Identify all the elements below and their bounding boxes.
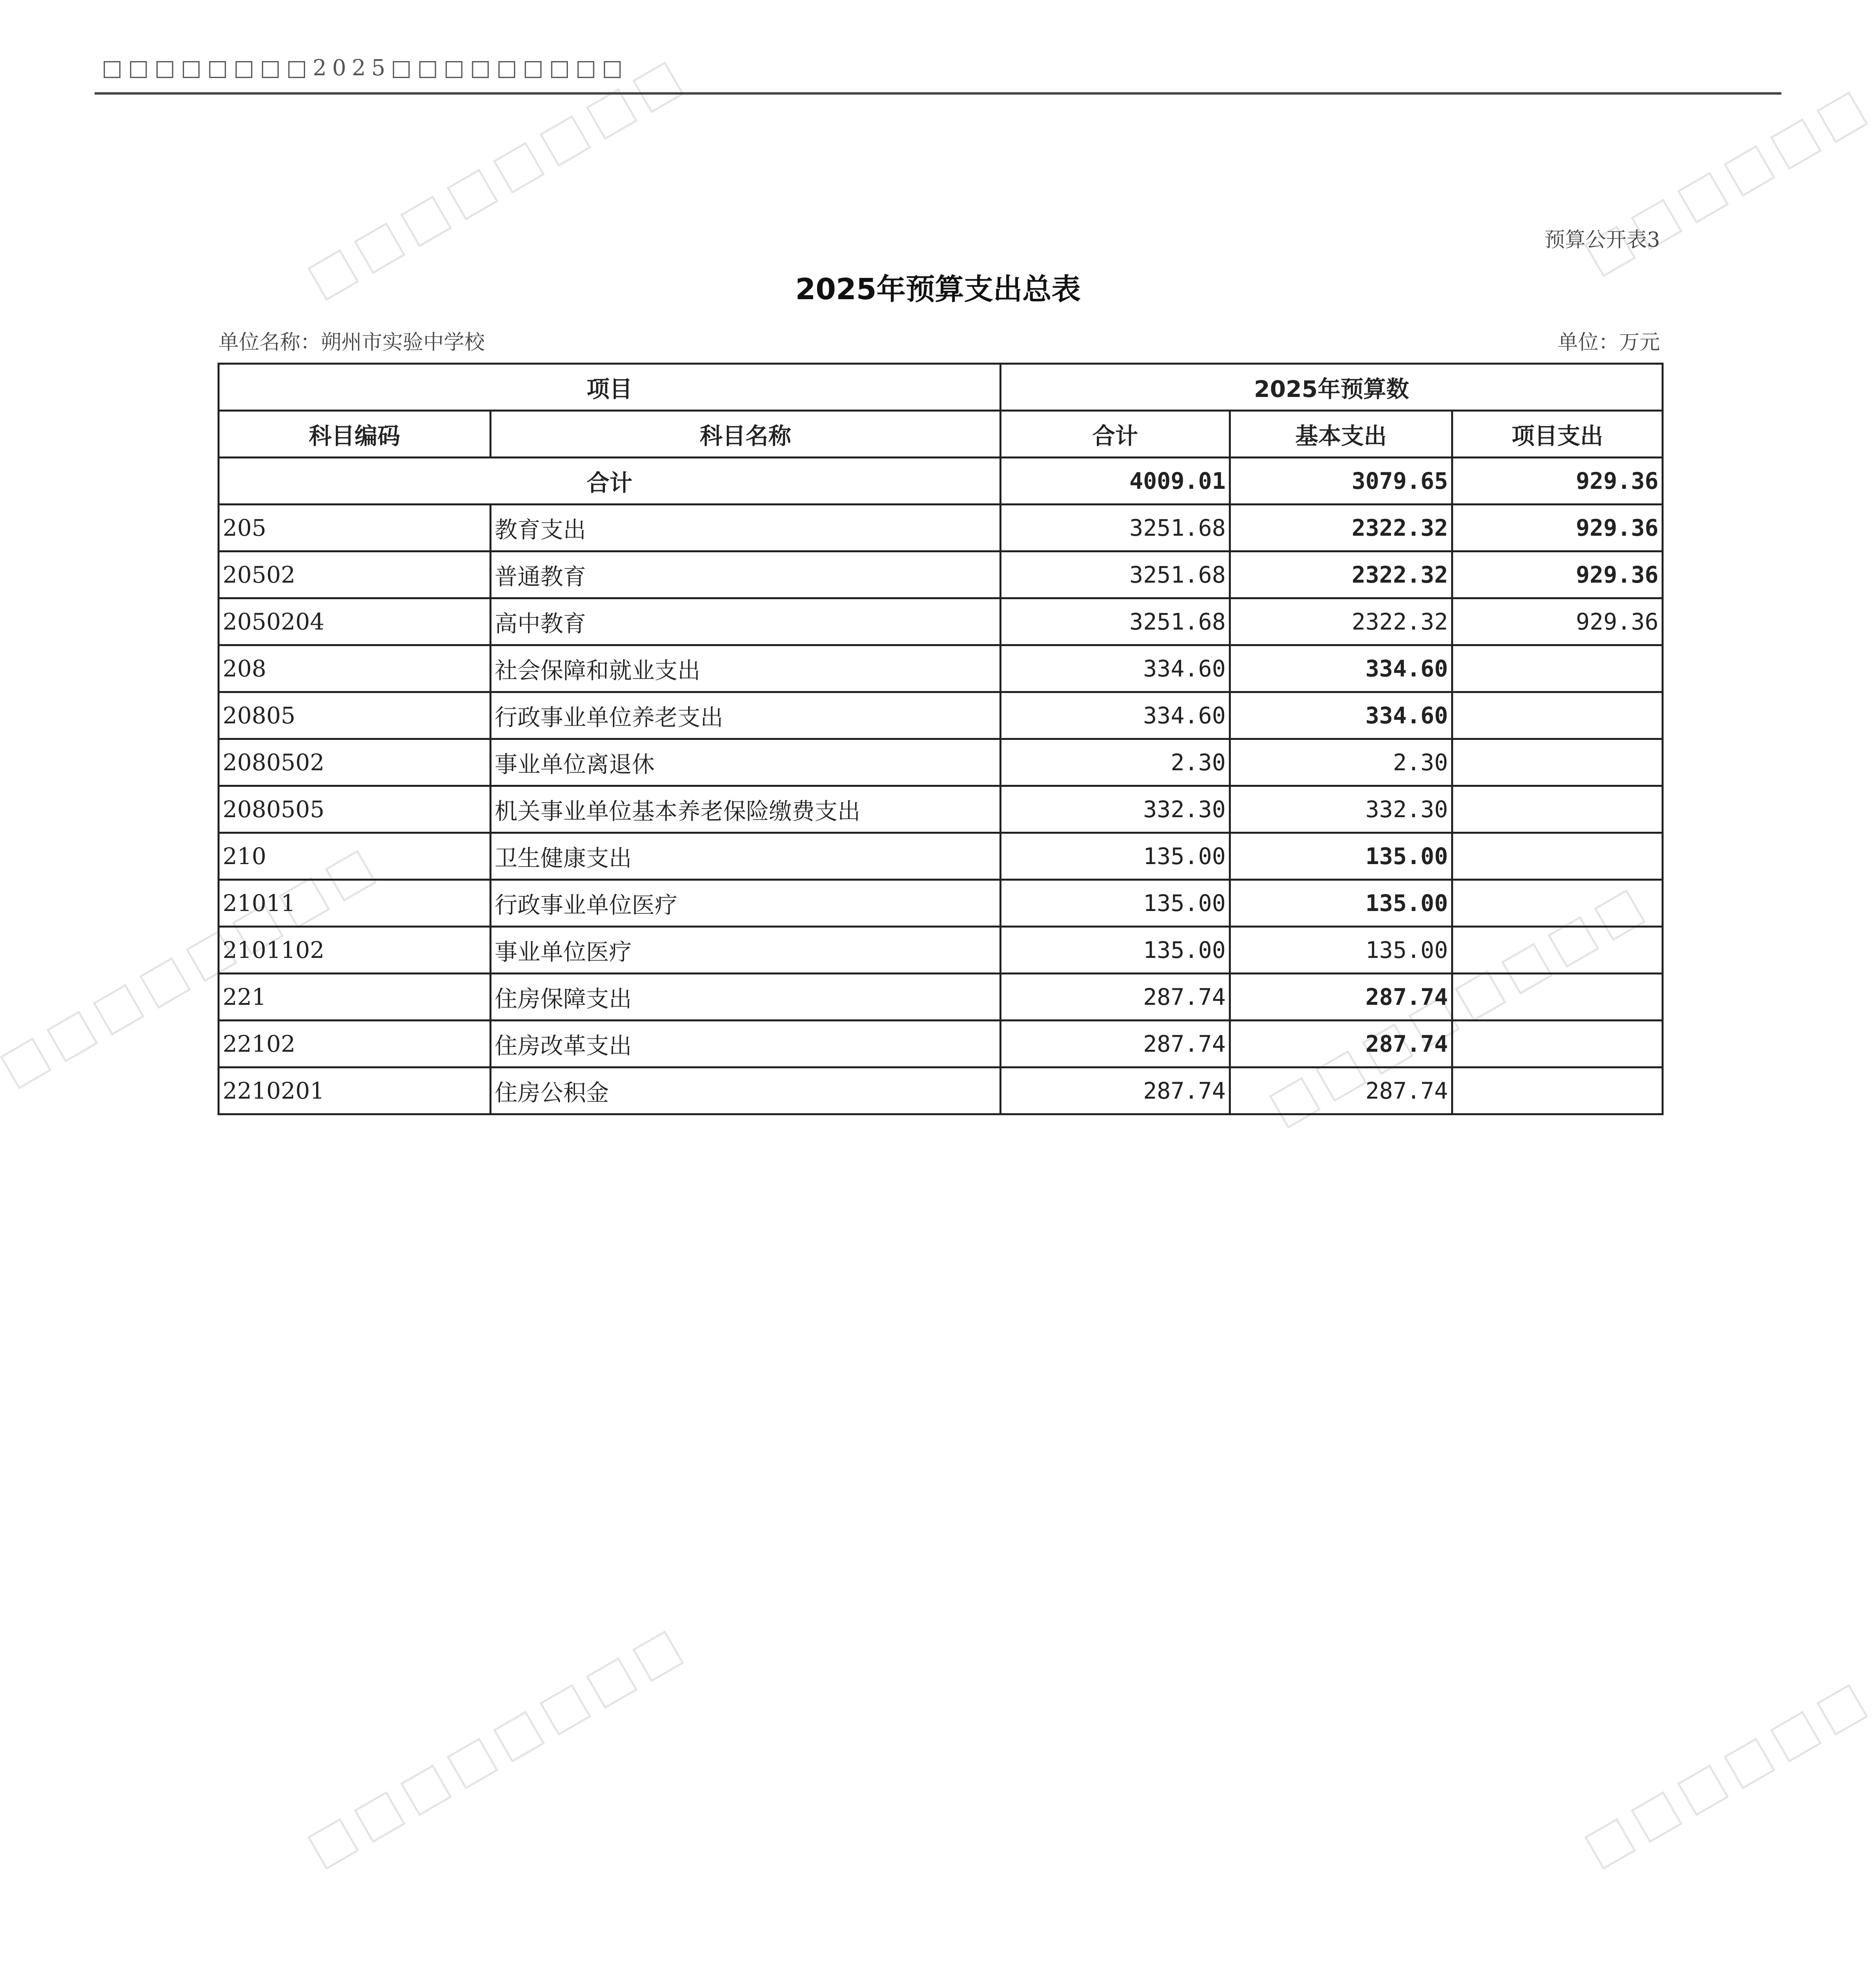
- total-cell: 332.30: [1001, 786, 1230, 833]
- project-cell: [1452, 692, 1663, 739]
- code-cell: 205: [219, 505, 491, 551]
- unit-name: 单位名称：朔州市实验中学校: [218, 331, 485, 354]
- total-row: [219, 458, 1663, 505]
- code-cell: 20502: [219, 551, 491, 598]
- unit-label: 单位：万元: [1557, 331, 1660, 354]
- code-cell: 210: [219, 833, 491, 880]
- name-cell: 普通教育: [491, 551, 1001, 598]
- basic-cell: 334.60: [1230, 645, 1452, 692]
- name-cell: 机关事业单位基本养老保险缴费支出: [491, 786, 1001, 833]
- basic-cell: 287.74: [1230, 1067, 1452, 1114]
- project-cell: [1452, 645, 1663, 692]
- table-row: [219, 739, 1663, 786]
- total-cell: 4009.01: [1001, 458, 1230, 505]
- code-cell: 2080505: [219, 786, 491, 833]
- total-cell: 287.74: [1001, 1067, 1230, 1114]
- basic-cell: 135.00: [1230, 833, 1452, 880]
- project-cell: [1452, 1021, 1663, 1067]
- code-cell: 2080502: [219, 739, 491, 786]
- project-cell: 929.36: [1452, 598, 1663, 645]
- table-row: [219, 786, 1663, 833]
- basic-cell: 332.30: [1230, 786, 1452, 833]
- name-cell: 社会保障和就业支出: [491, 645, 1001, 692]
- budget-table: [218, 363, 1664, 1115]
- code-cell: 20805: [219, 692, 491, 739]
- name-cell: 行政事业单位医疗: [491, 880, 1001, 927]
- total-cell: 287.74: [1001, 1021, 1230, 1067]
- code-cell: 2210201: [219, 1067, 491, 1114]
- code-cell: 208: [219, 645, 491, 692]
- running-header: □□□□□□□□2025□□□□□□□□□: [102, 55, 628, 81]
- total-cell: 3251.68: [1001, 598, 1230, 645]
- total-cell: 334.60: [1001, 645, 1230, 692]
- header-row-group: [219, 364, 1663, 411]
- table-row: [219, 505, 1663, 551]
- project-cell: [1452, 786, 1663, 833]
- name-cell: 教育支出: [491, 505, 1001, 551]
- header-budget-group: 2025年预算数: [1001, 364, 1663, 411]
- header-basic: 基本支出: [1230, 411, 1452, 458]
- basic-cell: 2322.32: [1230, 551, 1452, 598]
- name-cell: 事业单位离退休: [491, 739, 1001, 786]
- header-name: 科目名称: [491, 411, 1001, 458]
- basic-cell: 2322.32: [1230, 598, 1452, 645]
- total-cell: 135.00: [1001, 880, 1230, 927]
- basic-cell: 135.00: [1230, 927, 1452, 974]
- total-label: 合计: [219, 458, 1001, 505]
- total-cell: 3251.68: [1001, 551, 1230, 598]
- total-cell: 287.74: [1001, 974, 1230, 1021]
- table-number: 预算公开表3: [1544, 228, 1660, 252]
- header-divider: [95, 92, 1781, 95]
- table-row: [219, 551, 1663, 598]
- watermark: [307, 61, 684, 301]
- table-row: [219, 692, 1663, 739]
- total-cell: 135.00: [1001, 927, 1230, 974]
- table-row: [219, 645, 1663, 692]
- basic-cell: 334.60: [1230, 692, 1452, 739]
- header-item-group: 项目: [219, 364, 1001, 411]
- name-cell: 行政事业单位养老支出: [491, 692, 1001, 739]
- page-title: 2025年预算支出总表: [795, 272, 1081, 306]
- code-cell: 2101102: [219, 927, 491, 974]
- table-row: [219, 927, 1663, 974]
- code-cell: 221: [219, 974, 491, 1021]
- total-cell: 334.60: [1001, 692, 1230, 739]
- code-cell: 22102: [219, 1021, 491, 1067]
- name-cell: 卫生健康支出: [491, 833, 1001, 880]
- project-cell: [1452, 927, 1663, 974]
- header-total: 合计: [1001, 411, 1230, 458]
- project-cell: 929.36: [1452, 551, 1663, 598]
- project-cell: [1452, 880, 1663, 927]
- table-row: [219, 974, 1663, 1021]
- basic-cell: 2322.32: [1230, 505, 1452, 551]
- name-cell: 住房保障支出: [491, 974, 1001, 1021]
- name-cell: 高中教育: [491, 598, 1001, 645]
- table-row: [219, 833, 1663, 880]
- name-cell: 事业单位医疗: [491, 927, 1001, 974]
- header-project: 项目支出: [1452, 411, 1663, 458]
- name-cell: 住房改革支出: [491, 1021, 1001, 1067]
- total-cell: 135.00: [1001, 833, 1230, 880]
- basic-cell: 2.30: [1230, 739, 1452, 786]
- watermark: [1584, 1684, 1868, 1870]
- basic-cell: 287.74: [1230, 1021, 1452, 1067]
- watermark: [307, 1630, 684, 1870]
- code-cell: 21011: [219, 880, 491, 927]
- total-cell: 2.30: [1001, 739, 1230, 786]
- code-cell: 2050204: [219, 598, 491, 645]
- name-cell: 住房公积金: [491, 1067, 1001, 1114]
- project-cell: [1452, 739, 1663, 786]
- table-row: [219, 1067, 1663, 1114]
- basic-cell: 135.00: [1230, 880, 1452, 927]
- basic-cell: 287.74: [1230, 974, 1452, 1021]
- project-cell: 929.36: [1452, 505, 1663, 551]
- project-cell: [1452, 974, 1663, 1021]
- header-row-columns: [219, 411, 1663, 458]
- project-cell: [1452, 1067, 1663, 1114]
- table-row: [219, 598, 1663, 645]
- project-cell: [1452, 833, 1663, 880]
- table-row: [219, 880, 1663, 927]
- header-code: 科目编码: [219, 411, 491, 458]
- table-row: [219, 1021, 1663, 1067]
- total-cell: 3251.68: [1001, 505, 1230, 551]
- basic-cell: 3079.65: [1230, 458, 1452, 505]
- project-cell: 929.36: [1452, 458, 1663, 505]
